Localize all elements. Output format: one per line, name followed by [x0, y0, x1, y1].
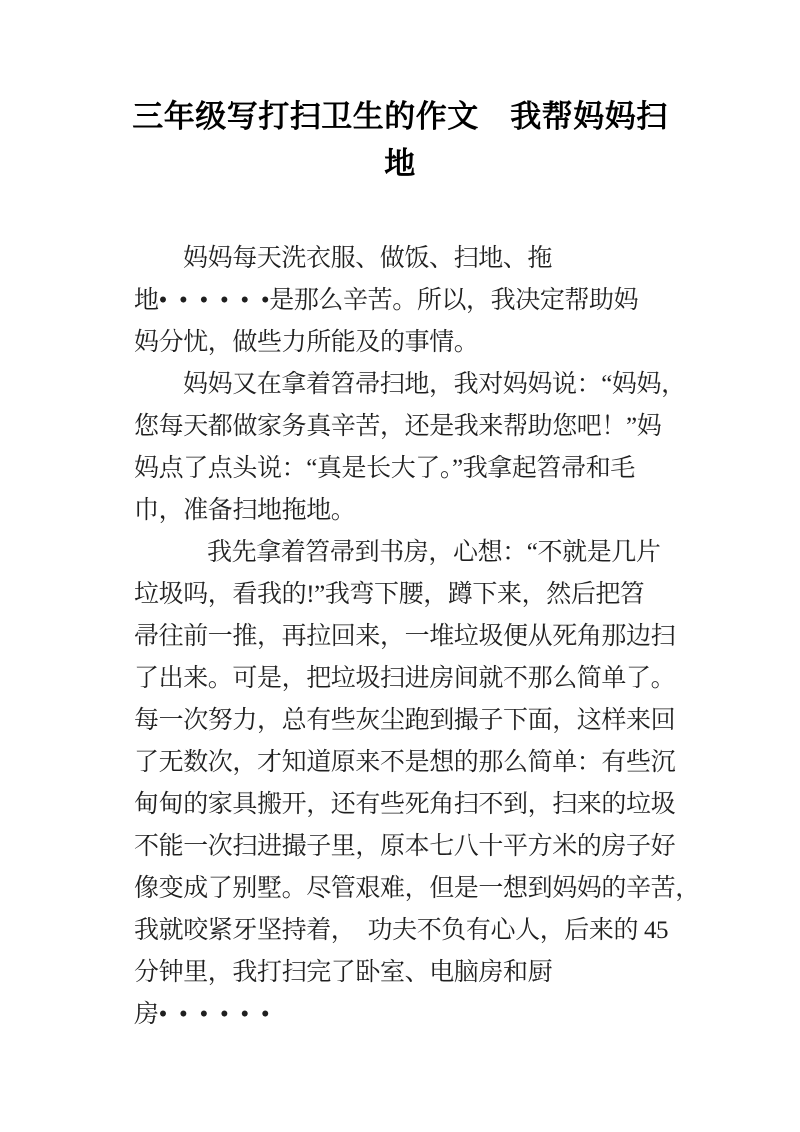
text-line: 妈点了点头说：“真是长大了。”我拿起笤帚和毛	[134, 455, 635, 482]
title-line-1: 三年级写打扫卫生的作文 我帮妈妈扫	[132, 99, 668, 134]
text-line: 像变成了别墅。尽管艰难，但是一想到妈妈的辛苦，	[134, 875, 700, 902]
text-line: 巾，准备扫地拖地。	[134, 497, 356, 524]
text-line: 了出来。可是，把垃圾扫进房间就不那么简单了。	[134, 665, 676, 692]
text-line: 帚往前一推，再拉回来，一堆垃圾便从死角那边扫	[134, 623, 676, 650]
paragraph-3	[134, 532, 734, 1036]
essay-title	[0, 93, 800, 187]
text-line: 了无数次，才知道原来不是想的那么简单：有些沉	[134, 749, 676, 776]
paragraph-1	[134, 238, 734, 364]
title-line-2: 地	[384, 146, 416, 181]
text-line: 妈妈每天洗衣服、做饭、扫地、拖	[183, 245, 553, 272]
text-line: 垃圾吗，看我的!”我弯下腰，蹲下来，然后把笤	[134, 581, 645, 608]
text-line: 妈妈又在拿着笤帚扫地，我对妈妈说：“妈妈，	[183, 371, 686, 398]
paragraph-2	[134, 364, 734, 532]
text-line: 不能一次扫进撮子里，原本七八十平方米的房子好	[134, 833, 676, 860]
text-line: 您每天都做家务真辛苦，还是我来帮助您吧！”妈	[134, 413, 662, 440]
text-line: 房• • • • • •	[134, 1001, 270, 1028]
essay-body	[134, 238, 734, 1036]
text-line: 分钟里，我打扫完了卧室、电脑房和厨	[134, 959, 553, 986]
text-line: 我先拿着笤帚到书房，心想：“不就是几片	[207, 539, 661, 566]
text-line: 甸甸的家具搬开，还有些死角扫不到，扫来的垃圾	[134, 791, 676, 818]
text-line: 地• • • • • •是那么辛苦。所以，我决定帮助妈	[134, 287, 639, 314]
text-line: 妈分忧，做些力所能及的事情。	[134, 329, 479, 356]
text-line: 每一次努力，总有些灰尘跑到撮子下面，这样来回	[134, 707, 676, 734]
text-line: 我就咬紧牙坚持着， 功夫不负有心人，后来的 45	[134, 917, 669, 944]
